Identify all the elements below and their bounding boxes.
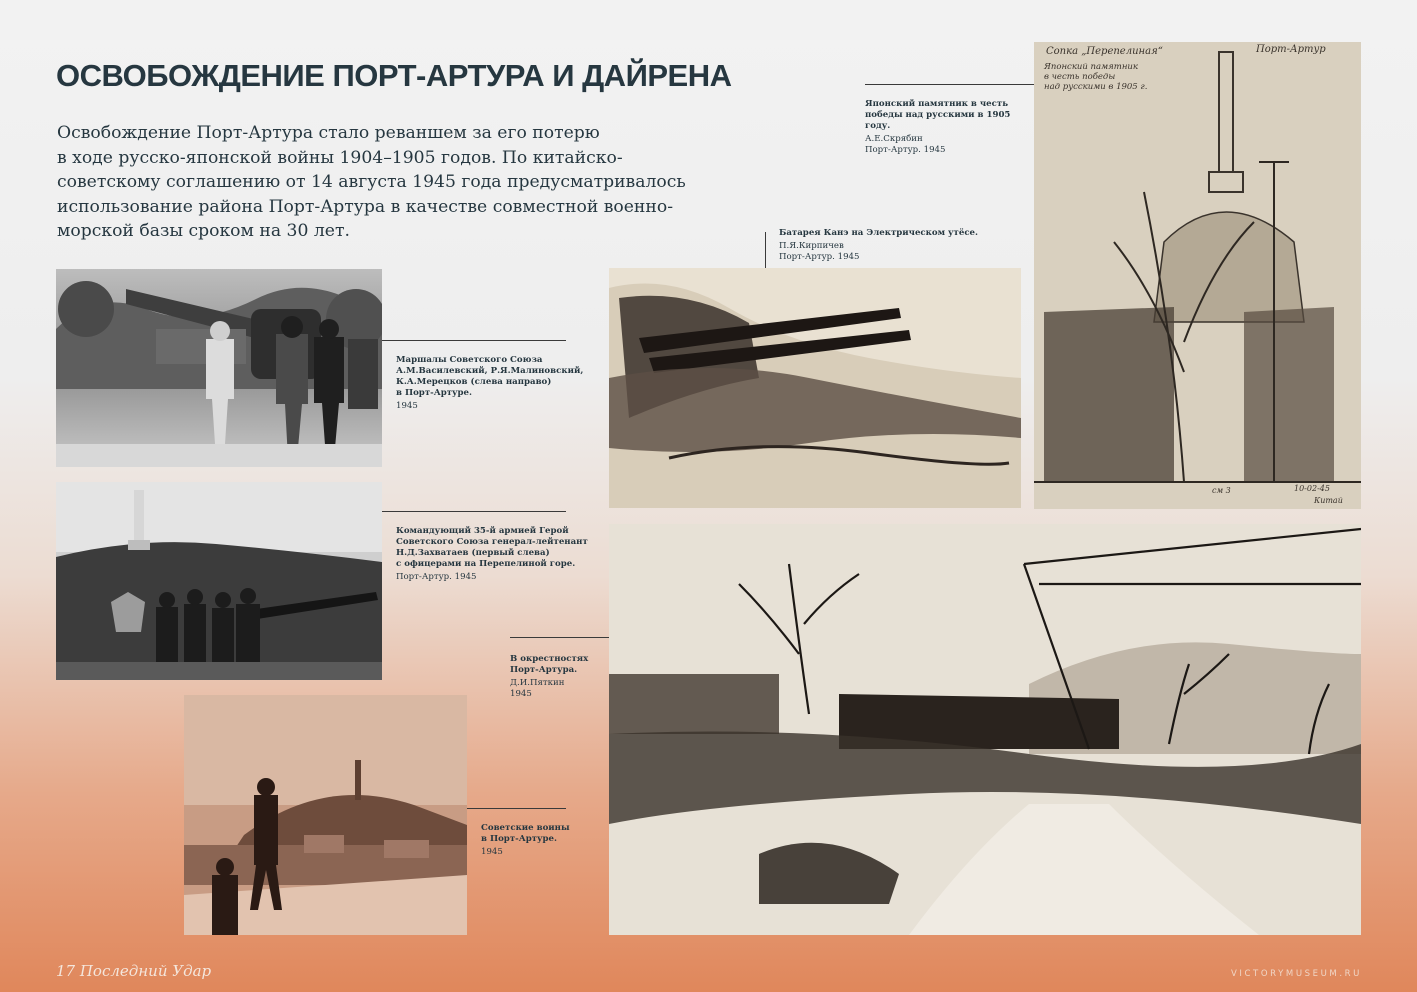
intro-line: использование района Порт-Артура в качестве совместной военно-	[57, 196, 673, 217]
photo-zakhvataev	[56, 482, 382, 680]
caption-rule	[382, 340, 566, 341]
drawing-outskirts	[609, 524, 1361, 935]
caption-title-line: победы над русскими в 1905 году.	[865, 110, 1011, 131]
sketch-inscription: 10-02-45	[1294, 484, 1330, 493]
caption-title-line: Батарея Канэ на Электрическом утёсе.	[779, 228, 979, 238]
caption-drawing-monument	[865, 99, 1035, 156]
caption-drawing-battery	[779, 228, 1009, 263]
caption-title-line: в Порт-Артуре.	[481, 834, 558, 844]
caption-title-line: К.А.Мерецков (слева направо)	[396, 377, 552, 387]
intro-line: в ходе русско-японской войны 1904–1905 годов. По китайско-	[57, 147, 623, 168]
intro-line: Освобождение Порт-Артура стало реваншем за его потерю	[57, 123, 600, 143]
sketch-inscription: см 3	[1212, 486, 1231, 495]
photo-soldiers	[184, 695, 467, 935]
caption-meta: Порт-Артур. 1945	[865, 145, 946, 155]
caption-title-line: Порт-Артура.	[510, 665, 578, 675]
photo-marshals	[56, 269, 382, 467]
caption-title-line: с офицерами на Перепелиной горе.	[396, 559, 576, 569]
museum-website: VICTORYMUSEUM.RU	[1231, 969, 1362, 979]
caption-rule	[510, 637, 609, 638]
intro-line: советскому соглашению от 14 августа 1945 года предусматривалось	[57, 172, 686, 192]
sketch-inscription: Китай	[1314, 496, 1343, 505]
caption-rule	[765, 232, 766, 268]
caption-meta: А.Е.Скрябин	[865, 134, 923, 144]
sketch-note	[1044, 62, 1147, 92]
caption-title-line: А.М.Василевский, Р.Я.Малиновский,	[396, 366, 584, 376]
caption-photo-soldiers	[481, 823, 601, 858]
caption-rule	[865, 84, 1034, 85]
caption-title-line: Советского Союза генерал-лейтенант	[396, 537, 588, 547]
caption-title-line: Н.Д.Захватаев (первый слева)	[396, 548, 550, 558]
caption-drawing-outskirts	[510, 654, 605, 700]
caption-title-line: Маршалы Советского Союза	[396, 355, 543, 365]
sketch-note-line: над русскими в 1905 г.	[1044, 82, 1148, 92]
caption-meta: Порт-Артур. 1945	[396, 572, 477, 582]
sketch-note-line: в честь победы	[1044, 72, 1116, 82]
sketch-inscription: Порт-Артур	[1256, 44, 1326, 55]
intro-paragraph	[57, 121, 717, 244]
caption-photo-marshals	[396, 355, 596, 412]
caption-rule	[382, 511, 566, 512]
caption-title-line: В окрестностях	[510, 654, 589, 664]
caption-photo-zakhvataev	[396, 526, 601, 583]
caption-title-line: в Порт-Артуре.	[396, 388, 473, 398]
caption-meta: 1945	[510, 689, 532, 699]
caption-title-line: Командующий 35-й армией Герой	[396, 526, 569, 536]
sketch-inscription: Сопка „Перепелиная“	[1046, 46, 1163, 57]
sketch-note-line: Японский памятник	[1044, 62, 1138, 72]
intro-line: морской базы сроком на 30 лет.	[57, 221, 350, 241]
caption-meta: 1945	[481, 847, 503, 857]
caption-meta: Порт-Артур. 1945	[779, 252, 860, 262]
caption-title-line: Советские воины	[481, 823, 570, 833]
page-title: ОСВОБОЖДЕНИЕ ПОРТ-АРТУРА И ДАЙРЕНА	[56, 58, 732, 93]
caption-title-line: Японский памятник в честь	[865, 99, 1009, 109]
exhibition-brand: 17 Последний Удар	[56, 962, 212, 980]
caption-meta: 1945	[396, 401, 418, 411]
caption-rule	[467, 808, 566, 809]
caption-meta: П.Я.Кирпичев	[779, 241, 844, 251]
drawing-battery-kane	[609, 268, 1021, 508]
drawing-japanese-monument	[1034, 42, 1361, 509]
caption-meta: Д.И.Пяткин	[510, 678, 565, 688]
